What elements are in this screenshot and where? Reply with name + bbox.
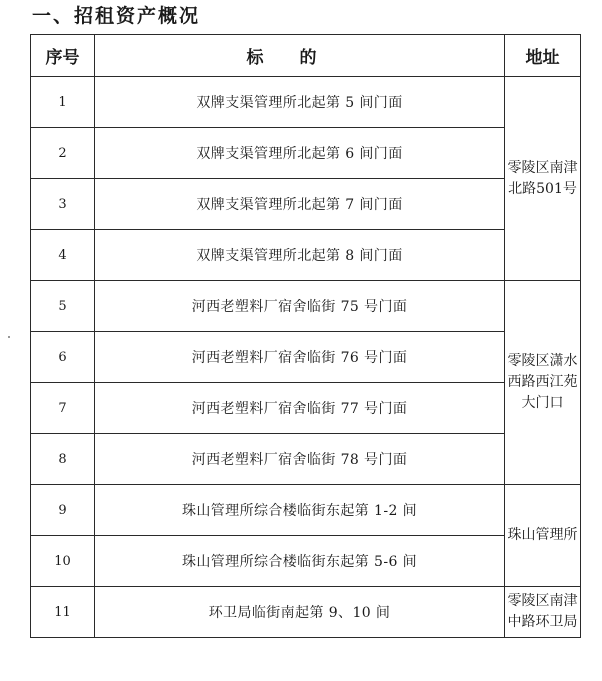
row-address: 零陵区南津北路501号 bbox=[505, 77, 581, 281]
row-address: 零陵区南津中路环卫局 bbox=[505, 587, 581, 638]
row-number: 8 bbox=[31, 434, 95, 485]
table-row bbox=[31, 332, 581, 383]
row-target: 双牌支渠管理所北起第 8 间门面 bbox=[95, 230, 505, 281]
row-target: 河西老塑料厂宿舍临街 78 号门面 bbox=[95, 434, 505, 485]
row-number: 11 bbox=[31, 587, 95, 638]
table-row bbox=[31, 77, 581, 128]
table-row bbox=[31, 383, 581, 434]
row-number: 1 bbox=[31, 77, 95, 128]
row-number: 2 bbox=[31, 128, 95, 179]
scan-speck bbox=[8, 336, 10, 338]
row-number: 5 bbox=[31, 281, 95, 332]
table-row bbox=[31, 587, 581, 638]
row-target: 双牌支渠管理所北起第 7 间门面 bbox=[95, 179, 505, 230]
row-address: 珠山管理所 bbox=[505, 485, 581, 587]
header-address: 地址 bbox=[505, 35, 581, 77]
section-title: 一、招租资产概况 bbox=[32, 5, 201, 27]
table-row bbox=[31, 230, 581, 281]
table-row bbox=[31, 179, 581, 230]
table-row bbox=[31, 536, 581, 587]
row-target: 河西老塑料厂宿舍临街 76 号门面 bbox=[95, 332, 505, 383]
table-row bbox=[31, 128, 581, 179]
table-row bbox=[31, 485, 581, 536]
header-no: 序号 bbox=[31, 35, 95, 77]
table-row bbox=[31, 434, 581, 485]
row-number: 4 bbox=[31, 230, 95, 281]
row-target: 双牌支渠管理所北起第 5 间门面 bbox=[95, 77, 505, 128]
table-row bbox=[31, 281, 581, 332]
row-number: 3 bbox=[31, 179, 95, 230]
header-target: 标的 bbox=[95, 35, 505, 77]
row-target: 双牌支渠管理所北起第 6 间门面 bbox=[95, 128, 505, 179]
row-number: 7 bbox=[31, 383, 95, 434]
table-header-row bbox=[31, 35, 581, 77]
row-target: 珠山管理所综合楼临街东起第 1-2 间 bbox=[95, 485, 505, 536]
row-target: 河西老塑料厂宿舍临街 77 号门面 bbox=[95, 383, 505, 434]
rental-assets-table bbox=[30, 34, 581, 638]
row-target: 珠山管理所综合楼临街东起第 5-6 间 bbox=[95, 536, 505, 587]
row-number: 9 bbox=[31, 485, 95, 536]
row-number: 10 bbox=[31, 536, 95, 587]
row-target: 河西老塑料厂宿舍临街 75 号门面 bbox=[95, 281, 505, 332]
row-target: 环卫局临街南起第 9、10 间 bbox=[95, 587, 505, 638]
row-number: 6 bbox=[31, 332, 95, 383]
row-address: 零陵区潇水西路西江苑大门口 bbox=[505, 281, 581, 485]
